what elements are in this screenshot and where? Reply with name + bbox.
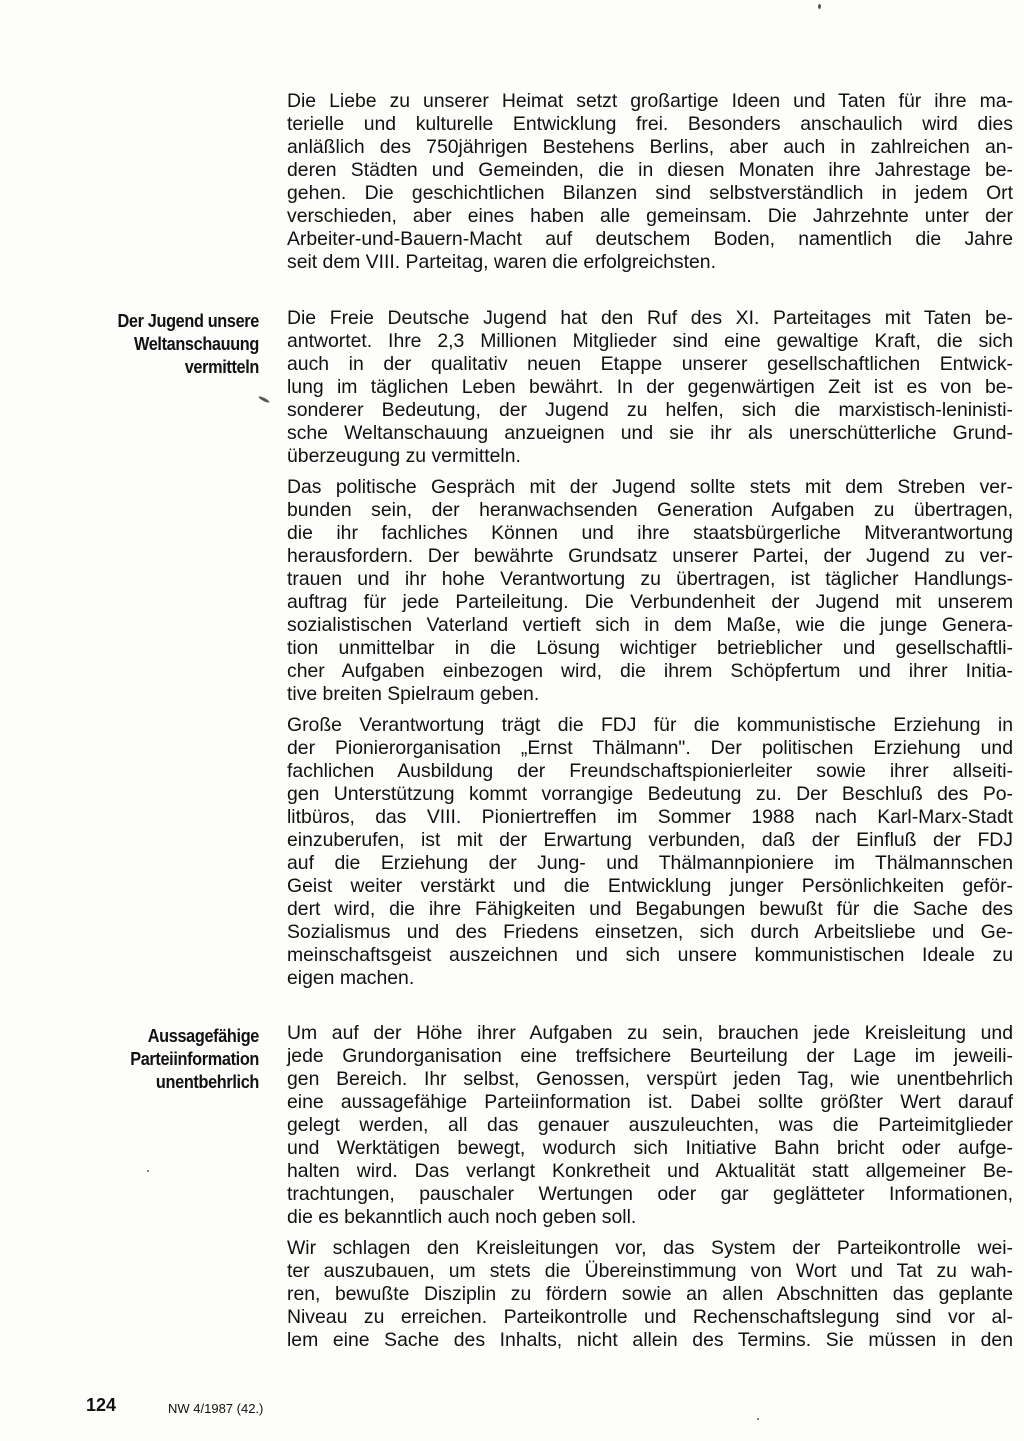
paragraph-kreisleitung xyxy=(287,1022,1013,1229)
text-line: fachlichen Ausbildung der Freundschaftspionierleiter sowie ihrer allseiti- xyxy=(287,760,1013,782)
text-line: meinschaftsgeist auszeichnen und sich unsere kommunistischen Ideale zu xyxy=(287,944,1013,966)
text-line: gelegt werden, all das genauer auszuleuchten, was die Parteimitglieder xyxy=(287,1114,1013,1136)
text-line: tion unmittelbar in die Lösung wichtiger betrieblicher und gesellschaftli- xyxy=(287,637,1013,659)
text-line: litbüros, das VIII. Pioniertreffen im Sommer 1988 nach Karl-Marx-Stadt xyxy=(287,806,1013,828)
text-line: Niveau zu erreichen. Parteikontrolle und Rechenschaftslegung sind vor al- xyxy=(287,1306,1013,1328)
text-line: gehen. Die geschichtlichen Bilanzen sind selbstverständlich in jedem Ort xyxy=(287,182,1013,204)
text-line: terielle und kulturelle Entwicklung frei. Besonders anschaulich wird dies xyxy=(287,113,1013,135)
text-line: dert wird, die ihre Fähigkeiten und Begabungen bewußt für die Sache des xyxy=(287,898,1013,920)
text-line: eigen machen. xyxy=(287,967,415,989)
text-line: cher Aufgaben einbezogen wird, die ihrem Schöpfertum und ihrer Initia- xyxy=(287,660,1013,682)
text-line: überzeugung zu vermitteln. xyxy=(287,445,521,467)
text-line: trauen und ihr hohe Verantwortung zu übertragen, ist täglicher Handlungs- xyxy=(287,568,1013,590)
paragraph-fdj xyxy=(287,307,1013,468)
text-line: antwortet. Ihre 2,3 Millionen Mitglieder sind eine gewaltige Kraft, die sich xyxy=(287,330,1013,352)
text-line: gen Unterstützung kommt vorrangige Bedeutung zu. Der Beschluß des Po- xyxy=(287,783,1013,805)
side-heading-jugend xyxy=(48,309,259,378)
text-line: Große Verantwortung trägt die FDJ für die kommunistische Erziehung in xyxy=(287,714,1013,736)
text-line: herausfordern. Der bewährte Grundsatz unserer Partei, der Jugend zu ver- xyxy=(287,545,1013,567)
side-heading-jugend-line: Der Jugend unsere xyxy=(117,310,259,331)
page-number: 124 xyxy=(86,1395,117,1415)
side-heading-jugend-line: Weltanschauung xyxy=(133,333,259,354)
text-line: tive breiten Spielraum geben. xyxy=(287,683,540,705)
scan-speck xyxy=(757,1418,759,1420)
side-heading-parteiinformation-line: Aussagefähige xyxy=(147,1025,259,1046)
scan-speck xyxy=(818,4,821,9)
text-line: Sozialismus und des Friedens einsetzen, sich durch Arbeitsliebe und Ge- xyxy=(287,921,1013,943)
paragraph-heimat xyxy=(287,90,1013,274)
text-line: sozialistischen Vaterland vertieft sich in dem Maße, wie die junge Genera- xyxy=(287,614,1013,636)
text-line: trachtungen, pauschaler Wertungen oder gar geglätteter Informationen, xyxy=(287,1183,1013,1205)
side-heading-parteiinformation xyxy=(48,1024,259,1093)
text-line: die es bekanntlich auch noch geben soll. xyxy=(287,1206,637,1228)
text-line: Die Liebe zu unserer Heimat setzt großartige Ideen und Taten für ihre ma- xyxy=(287,90,1013,112)
text-line: auf die Erziehung der Jung- und Thälmannpioniere im Thälmannschen xyxy=(287,852,1013,874)
side-heading-jugend-line: vermitteln xyxy=(184,356,259,377)
text-line: lem eine Sache des Inhalts, nicht allein des Termins. Sie müssen in den xyxy=(287,1329,1013,1351)
text-line: ter auszubauen, um stets die Übereinstimmung von Wort und Tat zu wah- xyxy=(287,1260,1013,1282)
scan-speck xyxy=(258,395,270,403)
text-line: Das politische Gespräch mit der Jugend sollte stets mit dem Streben ver- xyxy=(287,476,1013,498)
text-line: und Werktätigen bewegt, wodurch sich Initiative Bahn bricht oder aufge- xyxy=(287,1137,1013,1159)
text-line: einzuberufen, ist mit der Erwartung verbunden, daß der Einfluß der FDJ xyxy=(287,829,1013,851)
text-line: sche Weltanschauung anzueignen und sie ihr als unerschütterliche Grund- xyxy=(287,422,1013,444)
text-line: die ihr fachliches Können und ihre staatsbürgerliche Mitverantwortung xyxy=(287,522,1013,544)
text-line: deren Städten und Gemeinden, die in diesen Monaten ihre Jahrestage be- xyxy=(287,159,1013,181)
text-line: sonderer Bedeutung, der Jugend zu helfen, sich die marxistisch-leninisti- xyxy=(287,399,1013,421)
text-line: Geist weiter verstärkt und die Entwicklung junger Persönlichkeiten geför- xyxy=(287,875,1013,897)
text-line: jede Grundorganisation eine treffsichere Beurteilung der Lage im jeweili- xyxy=(287,1045,1013,1067)
text-line: verschieden, aber eines haben alle gemeinsam. Die Jahrzehnte unter der xyxy=(287,205,1013,227)
journal-reference: NW 4/1987 (42.) xyxy=(168,1401,264,1416)
text-line: Arbeiter-und-Bauern-Macht auf deutschem Boden, namentlich die Jahre xyxy=(287,228,1013,250)
text-line: auftrag für jede Parteileitung. Die Verbundenheit der Jugend mit unserem xyxy=(287,591,1013,613)
paragraph-pionierorganisation xyxy=(287,714,1013,990)
text-line: auch in der qualitativ neuen Etappe unserer gesellschaftlichen Entwick- xyxy=(287,353,1013,375)
paragraph-gespraech xyxy=(287,476,1013,706)
text-line: der Pionierorganisation „Ernst Thälmann". Der politischen Erziehung und xyxy=(287,737,1013,759)
text-line: gen Bereich. Ihr selbst, Genossen, verspürt jeden Tag, wie unentbehrlich xyxy=(287,1068,1013,1090)
side-heading-parteiinformation-line: unentbehrlich xyxy=(155,1071,259,1092)
scan-speck xyxy=(147,1170,149,1172)
text-line: ren, bewußte Disziplin zu fördern sowie an allen Abschnitten das geplante xyxy=(287,1283,1013,1305)
paragraph-parteikontrolle xyxy=(287,1237,1013,1352)
text-line: Um auf der Höhe ihrer Aufgaben zu sein, brauchen jede Kreisleitung und xyxy=(287,1022,1013,1044)
text-line: eine aussagefähige Parteiinformation ist. Dabei sollte größter Wert darauf xyxy=(287,1091,1013,1113)
text-line: anläßlich des 750jährigen Bestehens Berlins, aber auch in zahlreichen an- xyxy=(287,136,1013,158)
text-line: lung im täglichen Leben bewährt. In der gegenwärtigen Zeit ist es von be- xyxy=(287,376,1013,398)
text-line: Die Freie Deutsche Jugend hat den Ruf des XI. Parteitages mit Taten be- xyxy=(287,307,1013,329)
text-line: seit dem VIII. Parteitag, waren die erfolgreichsten. xyxy=(287,251,716,273)
text-line: halten wird. Das verlangt Konkretheit und Aktualität statt allgemeiner Be- xyxy=(287,1160,1013,1182)
side-heading-parteiinformation-line: Parteiinformation xyxy=(130,1048,259,1069)
text-line: bunden sein, der heranwachsenden Generation Aufgaben zu übertragen, xyxy=(287,499,1013,521)
text-line: Wir schlagen den Kreisleitungen vor, das System der Parteikontrolle wei- xyxy=(287,1237,1013,1259)
